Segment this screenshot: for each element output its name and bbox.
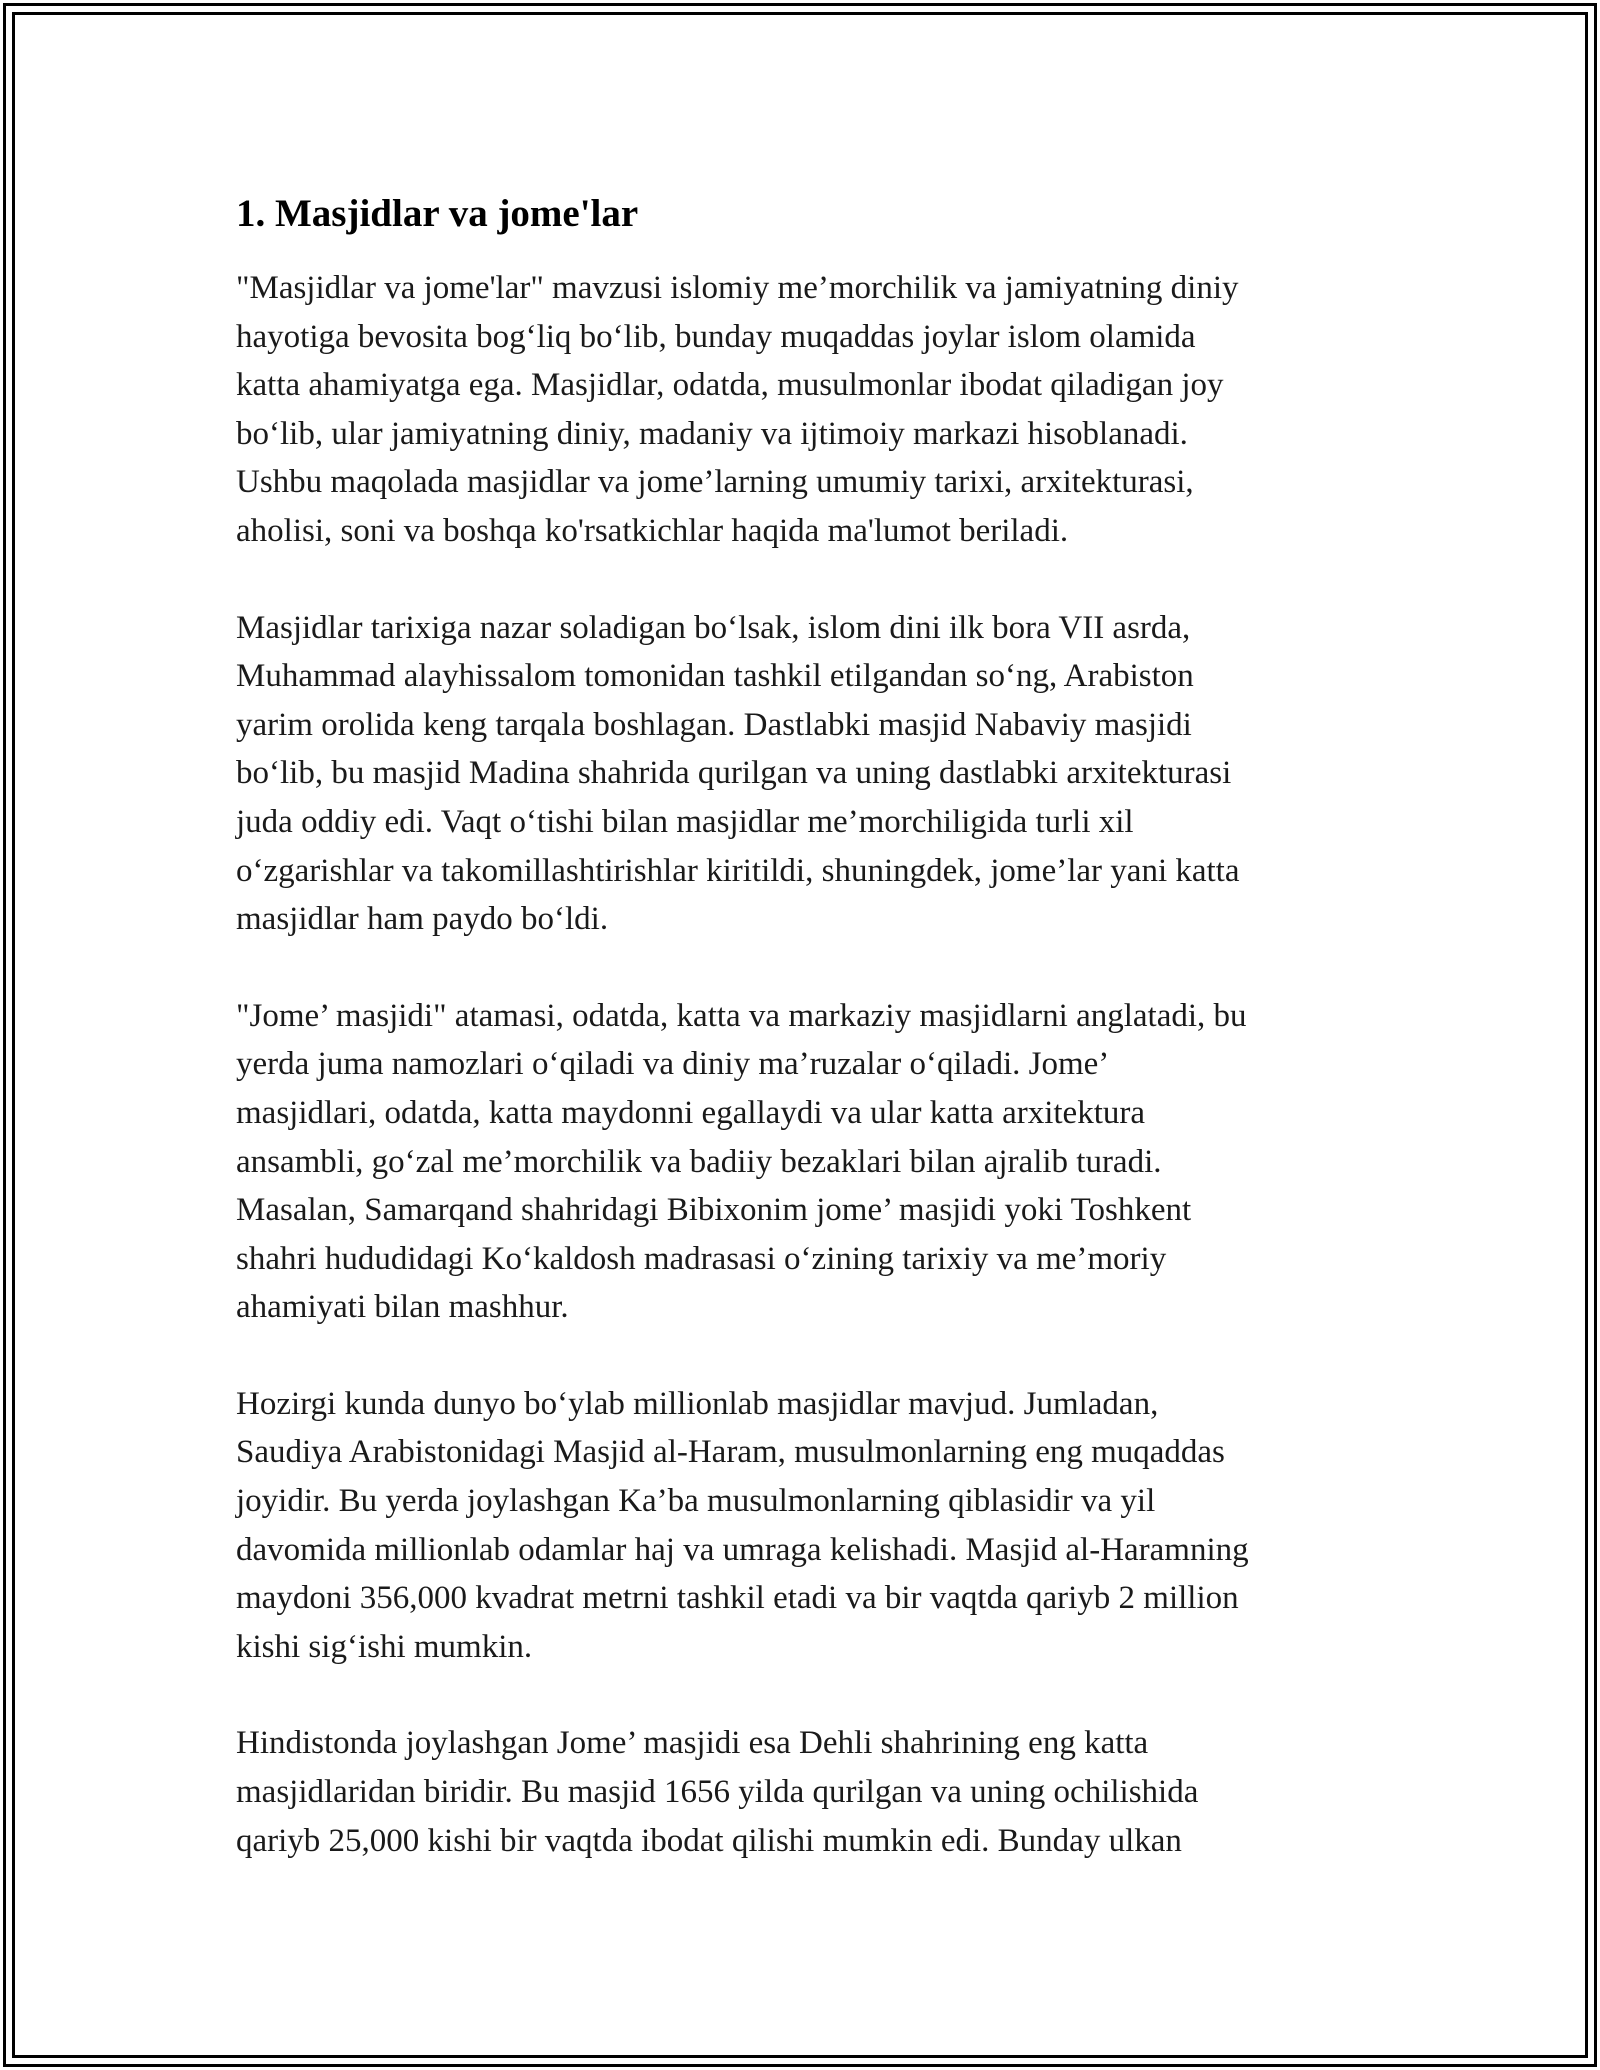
paragraph-history: Masjidlar tarixiga nazar soladigan bo‘lsak, islom dini ilk bora VII asrda, Muhammad alayhissalom tomonidan tashkil etilgandan so‘ng, Arabiston yarim orolida keng tarqala boshlagan. Dastlabki masjid Nabaviy masjidi bo‘lib, bu masjid Madina shahrida qurilgan va uning dastlabki arxitekturasi juda oddiy edi. Vaqt o‘tishi bilan masjidlar me’morchiligida turli xil o‘zgarishlar va takomillashtirishlar kiritildi, shuningdek, jome’lar yani katta masjidlar ham paydo bo‘ldi. — [236, 609, 1240, 938]
paragraph-jome-masjidi: "Jome’ masjidi" atamasi, odatda, katta va markaziy masjidlarni anglatadi, bu yerda juma namozlari o‘qiladi va diniy ma’ruzalar o‘qiladi. Jome’ masjidlari, odatda, katta maydonni egallaydi va ular katta arxitektura ansambli, go‘zal me’morchilik va badiiy bezaklari bilan ajralib turadi. Masalan, Samarqand shahridagi Bibixonim jome’ masjidi yoki Toshkent shahri hududidagi Ko‘kaldosh madrasasi o‘zining tarixiy va me’moriy ahamiyati bilan mashhur. — [236, 997, 1247, 1326]
section-heading: 1. Masjidlar va jome'lar — [236, 192, 639, 235]
paragraph-delhi-jama-masjid: Hindistonda joylashgan Jome’ masjidi esa Dehli shahrining eng katta masjidlaridan biridir. Bu masjid 1656 yilda qurilgan va uning ochilishida qariyb 25,000 kishi bir vaqtda ibodat qilishi mumkin edi. Bunday ulkan — [236, 1725, 1199, 1859]
paragraph-masjid-al-haram: Hozirgi kunda dunyo bo‘ylab millionlab masjidlar mavjud. Jumladan, Saudiya Arabistonidagi Masjid al-Haram, musulmonlarning eng muqaddas joyidir. Bu yerda joylashgan Ka’ba musulmonlarning qiblasidir va yil davomida millionlab odamlar haj va umraga kelishadi. Masjid al-Haramning maydoni 356,000 kvadrat metrni tashkil etadi va bir vaqtda qariyb 2 million kishi sig‘ishi mumkin. — [236, 1385, 1249, 1665]
paragraph-intro: "Masjidlar va jome'lar" mavzusi islomiy me’morchilik va jamiyatning diniy hayotiga bevosita bog‘liq bo‘lib, bunday muqaddas joylar islom olamida katta ahamiyatga ega. Masjidlar, odatda, musulmonlar ibodat qiladigan joy bo‘lib, ular jamiyatning diniy, madaniy va ijtimoiy markazi hisoblanadi. Ushbu maqolada masjidlar va jome’larning umumiy tarixi, arxitekturasi, aholisi, soni va boshqa ko'rsatkichlar haqida ma'lumot beriladi. — [236, 270, 1239, 549]
document-body — [236, 186, 1376, 1913]
